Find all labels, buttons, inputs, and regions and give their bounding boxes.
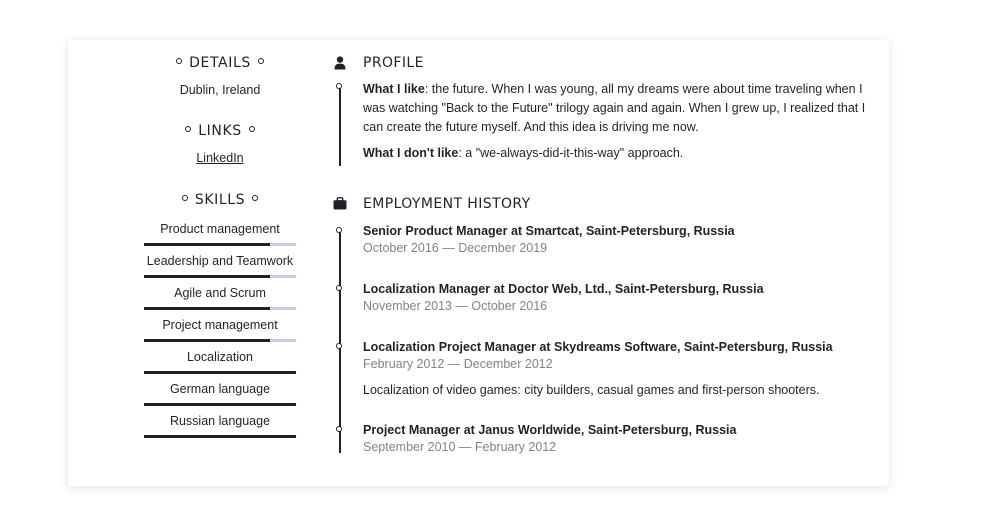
skill-item: [144, 381, 296, 406]
skill-level-fill: [144, 243, 270, 246]
details-heading: DETAILS: [144, 55, 296, 71]
job-title: Senior Product Manager at Smartcat, Saint-Petersburg, Russia: [363, 224, 735, 238]
briefcase-icon: [333, 197, 347, 210]
skill-label: German language: [169, 382, 271, 396]
skill-level-bar: [144, 403, 296, 406]
timeline-node: [336, 426, 342, 432]
bullet-icon: [185, 126, 191, 132]
resume-page: [68, 40, 889, 486]
employment-timeline: [339, 231, 341, 453]
skill-level-bar: [144, 243, 296, 246]
skill-label: Russian language: [169, 414, 271, 428]
timeline-node: [336, 343, 342, 349]
skill-label: Product management: [160, 222, 280, 236]
skill-level-bar: [144, 275, 296, 278]
skill-level-fill: [144, 339, 270, 342]
job-dates: February 2012 — December 2012: [363, 357, 553, 371]
skill-item: [144, 317, 296, 342]
skill-level-fill: [144, 403, 296, 406]
links-heading: LINKS: [144, 123, 296, 139]
job-title: Localization Manager at Doctor Web, Ltd., Saint-Petersburg, Russia: [363, 282, 764, 296]
skill-label: Leadership and Teamwork: [146, 254, 294, 268]
job-title: Localization Project Manager at Skydreams Software, Saint-Petersburg, Russia: [363, 340, 833, 354]
skill-level-bar: [144, 339, 296, 342]
skill-label: Agile and Scrum: [174, 286, 266, 300]
bullet-icon: [176, 58, 182, 64]
profile-like: What I like: the future. When I was young, all my dreams were about time traveling when I was watching "Back to the Future" trilogy again and again. When I grew up, I realized that I can create the future myself. And this idea is driving me now.: [363, 82, 866, 134]
skill-label: Localization: [186, 350, 253, 364]
skills-heading: SKILLS: [144, 192, 296, 208]
job-dates: November 2013 — October 2016: [363, 299, 548, 313]
linkedin-link[interactable]: LinkedIn: [196, 151, 244, 165]
employment-heading: EMPLOYMENT HISTORY: [363, 196, 531, 212]
skill-level-bar: [144, 307, 296, 310]
skill-item: [144, 221, 296, 246]
skill-label: Project management: [162, 318, 278, 332]
skill-level-fill: [144, 435, 296, 438]
timeline-node: [336, 83, 342, 89]
skill-item: [144, 285, 296, 310]
skill-level-bar: [144, 435, 296, 438]
job-description: Localization of video games: city builders, casual games and first-person shooters.: [363, 383, 820, 397]
bullet-icon: [249, 126, 255, 132]
timeline-node: [336, 285, 342, 291]
job-dates: October 2016 — December 2019: [363, 241, 548, 255]
bullet-icon: [258, 58, 264, 64]
job-title: Project Manager at Janus Worldwide, Saint-Petersburg, Russia: [363, 423, 737, 437]
skill-item: [144, 413, 296, 438]
location-text: Dublin, Ireland: [179, 83, 261, 97]
timeline-node: [336, 227, 342, 233]
skill-level-fill: [144, 307, 270, 310]
bullet-icon: [252, 195, 258, 201]
profile-dislike: What I don't like: a "we-always-did-it-this-way" approach.: [363, 146, 684, 160]
person-icon: [334, 56, 346, 70]
skill-level-bar: [144, 371, 296, 374]
skill-item: [144, 349, 296, 374]
profile-timeline: [339, 86, 341, 166]
bullet-icon: [182, 195, 188, 201]
profile-heading: PROFILE: [363, 55, 424, 71]
skill-level-fill: [144, 371, 296, 374]
skill-level-fill: [144, 275, 270, 278]
skill-item: [144, 253, 296, 278]
job-dates: September 2010 — February 2012: [363, 440, 557, 454]
